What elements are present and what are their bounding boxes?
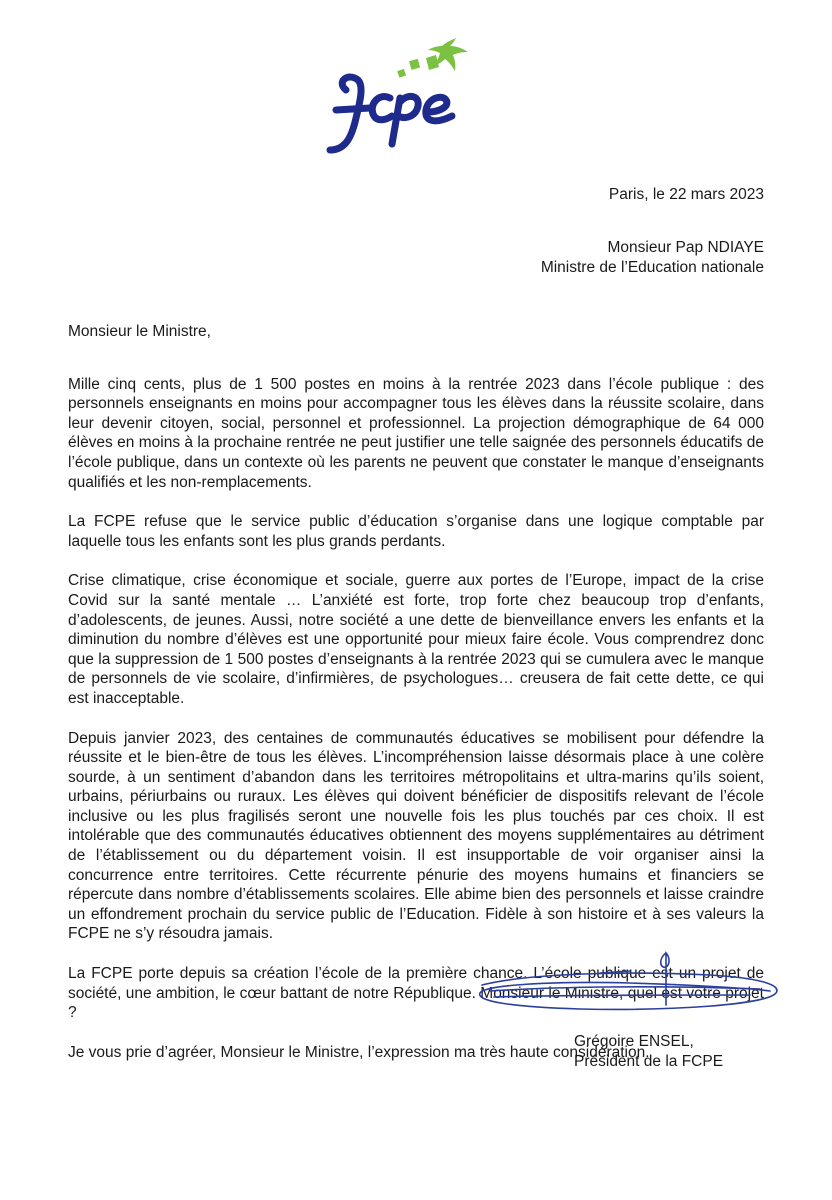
date-line: Paris, le 22 mars 2023 — [608, 186, 764, 203]
paragraph: La FCPE refuse que le service public d’éducation s’organise dans une logique comptable par laquelle tous les enfants sont les plus grands perdants. — [68, 513, 764, 550]
handwritten-signature — [470, 945, 788, 1027]
recipient-name: Monsieur Pap NDIAYE — [607, 239, 764, 256]
closing-paragraph: Je vous prie d’agréer, Monsieur le Ministre, l’expression ma très haute considération. — [68, 1043, 650, 1061]
paragraph: La FCPE porte depuis sa création l’école de la première chance. L’école publique est un projet de société, une ambition, le cœur battant de notre République. Monsieur le Ministre, quel est votre projet ? — [68, 965, 764, 1022]
paragraph: Mille cinq cents, plus de 1 500 postes en moins à la rentrée 2023 dans l’école publique : des personnels enseignants en moins pour accompagner tous les élèves dans la réussite scolaire, dans leur devenir citoyen, social, personnel et professionnel. La projection démographique de 64 000 élèves en moins à la prochaine rentrée ne peut justifier une telle saignée des personnels éducatifs de l’école publique, dans un contexte où les parents ne peuvent que constater le manque d’enseignants qualifiés et les non-remplacements. — [68, 375, 764, 491]
salutation: Monsieur le Ministre, — [68, 323, 211, 340]
recipient-block — [541, 238, 764, 278]
fcpe-logo — [318, 32, 480, 160]
paragraph: Depuis janvier 2023, des centaines de communautés éducatives se mobilisent pour défendre la réussite et le bien-être de tous les élèves. L’incompréhension laisse désormais place à une colère sourde, à un sentiment d’abandon dans les territoires métropolitains et ultra-marins qu’ils soient, urbains, périurbains ou ruraux. Les élèves qui doivent bénéficier de dispositifs relevant de l’école inclusive ou les plus fragilisés seront une nouvelle fois les plus touchés par ces choix. Il est intolérable que des communautés éducatives obtiennent des moyens supplémentaires au détriment de l’établissement ou du département voisin. Il est insupportable de voir organiser ainsi la concurrence entre territoires. Cette récurrente pénurie des moyens humains et financiers se répercute dans nombre d’établissements scolaires. Elle abime bien des personnels et laisse craindre un effondrement prochain du service public de l’Education. Fidèle à son histoire et à ses valeurs la FCPE ne s’y résoudra jamais. — [68, 729, 764, 943]
signer-block — [574, 1032, 723, 1072]
paragraph: Crise climatique, crise économique et sociale, guerre aux portes de l’Europe, impact de la crise Covid sur la santé mentale … L’anxiété est forte, trop forte chez beaucoup trop d’enfants, d’adolescents, de jeunes. Aussi, notre société a une dette de bienveillance envers les enfants et la diminution du nombre d’élèves est une opportunité pour mieux faire école. Vous comprendrez donc que la suppression de 1 500 postes d’enseignants à la rentrée 2023 qui se cumulera avec le manque de personnels de vie scolaire, d’infirmières, de psychologues… creusera de fait cette dette, ce qui est inacceptable. — [68, 572, 764, 707]
signer-name: Grégoire ENSEL, — [574, 1033, 694, 1050]
recipient-title: Ministre de l’Education nationale — [540, 259, 764, 276]
signer-title: Président de la FCPE — [574, 1053, 724, 1070]
